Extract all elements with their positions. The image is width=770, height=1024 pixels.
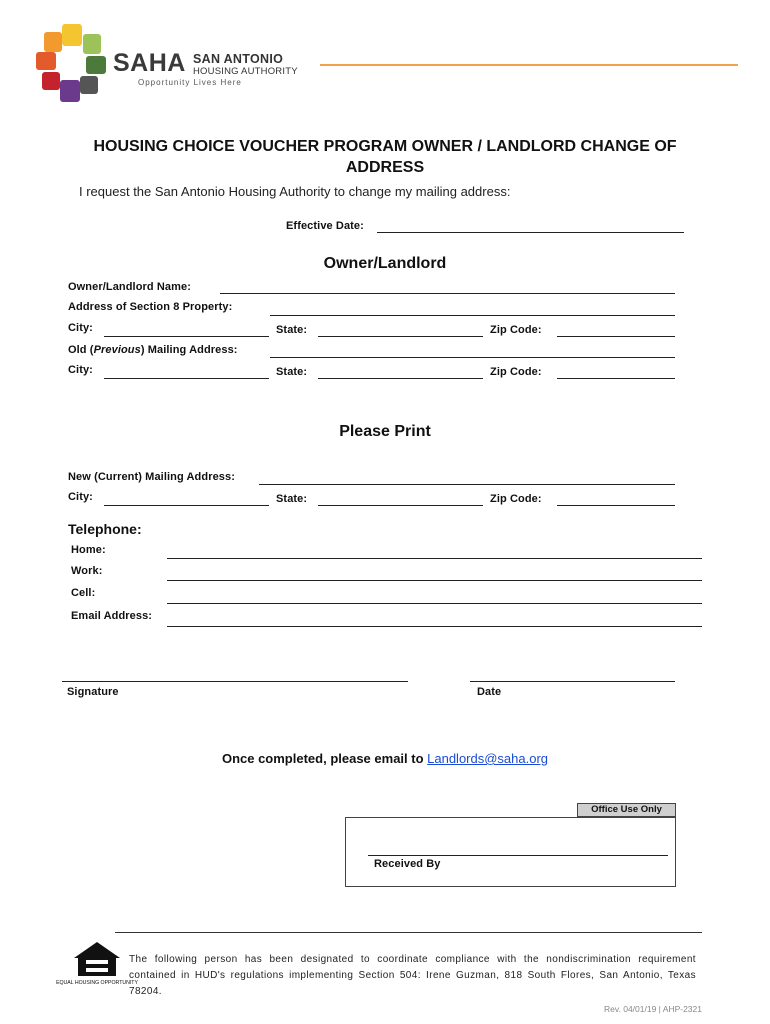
- logo-acronym: SAHA: [113, 49, 186, 77]
- signature-field[interactable]: [62, 681, 408, 682]
- old-state-field[interactable]: [318, 378, 483, 379]
- footer-divider: [115, 932, 702, 933]
- header-divider: [320, 64, 738, 66]
- email-address-label: Email Address:: [71, 610, 153, 622]
- signature-label: Signature: [67, 686, 119, 698]
- new-address-label: New (Current) Mailing Address:: [68, 471, 235, 483]
- form-title: HOUSING CHOICE VOUCHER PROGRAM OWNER / LANDLORD CHANGE OF ADDRESS: [93, 138, 677, 176]
- old-zip-field[interactable]: [557, 378, 675, 379]
- new-state-field[interactable]: [318, 505, 483, 506]
- cell-phone-label: Cell:: [71, 587, 96, 599]
- state-field[interactable]: [318, 336, 483, 337]
- home-phone-label: Home:: [71, 544, 106, 556]
- work-phone-label: Work:: [71, 565, 103, 577]
- cell-phone-field[interactable]: [167, 603, 702, 604]
- new-city-field[interactable]: [104, 505, 269, 506]
- office-use-box: [345, 817, 676, 887]
- completion-instruction: Once completed, please email to Landlords@saha.org: [221, 751, 549, 766]
- new-city-label: City:: [68, 491, 93, 503]
- effective-date-label: Effective Date:: [286, 220, 364, 232]
- new-state-label: State:: [276, 493, 308, 505]
- old-address-field[interactable]: [270, 357, 675, 358]
- owner-section-heading: Owner/Landlord: [323, 255, 447, 272]
- zip-label: Zip Code:: [490, 324, 542, 336]
- logo-name-line1: SAN ANTONIO: [193, 52, 284, 66]
- property-address-label: Address of Section 8 Property:: [68, 301, 233, 313]
- date-label: Date: [477, 686, 502, 698]
- city-label: City:: [68, 322, 93, 334]
- landlords-email-link[interactable]: Landlords@saha.org: [427, 751, 549, 766]
- property-address-field[interactable]: [270, 315, 675, 316]
- city-field[interactable]: [104, 336, 269, 337]
- owner-name-label: Owner/Landlord Name:: [68, 281, 192, 293]
- new-address-field[interactable]: [259, 484, 675, 485]
- received-by-field[interactable]: [368, 855, 668, 856]
- intro-text: I request the San Antonio Housing Authority to change my mailing address:: [79, 184, 511, 199]
- work-phone-field[interactable]: [167, 580, 702, 581]
- email-address-field[interactable]: [167, 626, 702, 627]
- owner-name-field[interactable]: [220, 293, 675, 294]
- nondiscrimination-notice: The following person has been designated to coordinate compliance with the nondiscrimination requirement contained in HUD's regulations implementing Section 504: Irene Guzman, 818 South Flores, San Antonio, Texas 78204.: [129, 954, 696, 997]
- old-city-field[interactable]: [104, 378, 269, 379]
- old-zip-label: Zip Code:: [490, 366, 542, 378]
- effective-date-field[interactable]: [377, 232, 684, 233]
- eho-caption: EQUAL HOUSING OPPORTUNITY: [56, 980, 138, 986]
- old-city-label: City:: [68, 364, 93, 376]
- state-label: State:: [276, 324, 308, 336]
- telephone-heading: Telephone:: [68, 521, 142, 537]
- home-phone-field[interactable]: [167, 558, 702, 559]
- equal-housing-opportunity-icon: [56, 940, 138, 994]
- old-state-label: State:: [276, 366, 308, 378]
- zip-field[interactable]: [557, 336, 675, 337]
- new-zip-field[interactable]: [557, 505, 675, 506]
- revision-code: Rev. 04/01/19 | AHP-2321: [604, 1004, 702, 1014]
- office-use-tab: Office Use Only: [577, 803, 676, 817]
- logo-tagline: Opportunity Lives Here: [138, 78, 242, 87]
- received-by-label: Received By: [374, 858, 441, 870]
- logo-name-line2: HOUSING AUTHORITY: [193, 66, 298, 77]
- old-address-label: Old (Previous) Mailing Address:: [68, 344, 238, 356]
- new-zip-label: Zip Code:: [490, 493, 542, 505]
- print-section-heading: Please Print: [339, 423, 431, 440]
- saha-logo-icon: [34, 22, 110, 106]
- date-field[interactable]: [470, 681, 675, 682]
